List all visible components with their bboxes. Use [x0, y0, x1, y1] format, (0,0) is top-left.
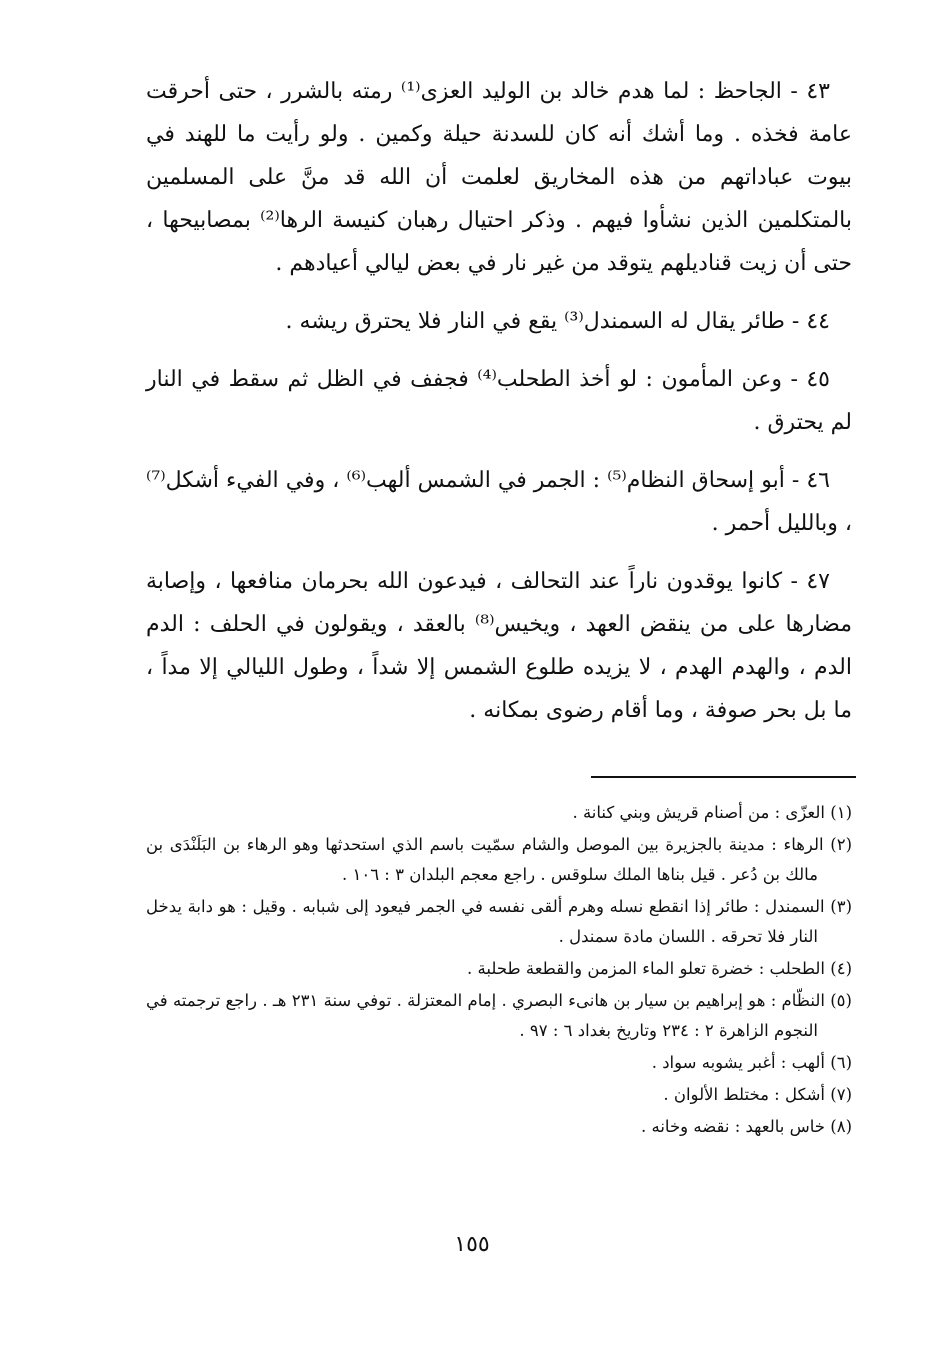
paragraph-44: ٤٤ - طائر يقال له السمندل⁽³⁾ يقع في النار فلا يحترق ريشه . [285, 309, 830, 334]
footnotes-section [146, 798, 852, 1144]
footnote-8: (٨) خاس بالعهد : نقضه وخانه . [641, 1117, 852, 1136]
footnote-3: (٣) السمندل : طائر إذا انقطع نسله وهرم ألقى نفسه في الجمر فيعود إلى شبابه . وقيل : هو دابة يدخل النار فلا تحرقه . اللسان مادة سمندل . [146, 897, 852, 946]
paragraph-45: ٤٥ - وعن المأمون : لو أخذ الطحلب⁽⁴⁾ فجفف في الظل ثم سقط في النار لم يحترق . [146, 367, 852, 435]
footnote-7: (٧) أشكل : مختلط الألوان . [663, 1085, 852, 1104]
footnote-5: (٥) النظّام : هو إبراهيم بن سيار بن هانىء البصري . إمام المعتزلة . توفي سنة ٢٣١ هـ . راجع ترجمته في النجوم الزاهرة ٢ : ٢٣٤ وتاريخ بغداد ٦ : ٩٧ . [146, 991, 852, 1040]
footnote-divider [591, 776, 856, 778]
paragraph-47: ٤٧ - كانوا يوقدون ناراً عند التحالف ، فيدعون الله بحرمان منافعها ، وإصابة مضارها على من ينقض العهد ، ويخيس⁽⁸⁾ بالعقد ، ويقولون في الحلف : الدم الدم ، والهدم الهدم ، لا يزيده طلوع الشمس إلا شداً ، وطول الليالي إلا مداً ، ما بل بحر صوفة ، وما أقام رضوى بمكانه . [146, 569, 852, 723]
main-text-body [146, 70, 852, 747]
footnote-6: (٦) ألهب : أغبر يشوبه سواد . [651, 1053, 852, 1072]
page-number: ١٥٥ [454, 1232, 490, 1257]
footnote-1: (١) العزّى : من أصنام قريش وبني كنانة . [572, 803, 852, 822]
footnote-4: (٤) الطحلب : خضرة تعلو الماء المزمن والقطعة طحلبة . [467, 959, 852, 978]
footnote-2: (٢) الرهاء : مدينة بالجزيرة بين الموصل والشام سمّيت باسم الذي استحدثها وهو الرهاء بن البَلَنْدَى بن مالك بن دُعر . قيل بناها الملك سلوقس . راجع معجم البلدان ٣ : ١٠٦ . [146, 835, 852, 884]
paragraph-43: ٤٣ - الجاحظ : لما هدم خالد بن الوليد العزى⁽¹⁾ رمته بالشرر ، حتى أحرقت عامة فخذه . وما أشك أنه كان للسدنة حيلة وكمين . ولو رأيت ما للهند في بيوت عباداتهم من هذه المخاريق لعلمت أن الله قد منَّ على المسلمين بالمتكلمين الذين نشأوا فيهم . وذكر احتيال رهبان كنيسة الرها⁽²⁾ بمصابيحها ، حتى أن زيت قناديلهم يتوقد من غير نار في بعض ليالي أعيادهم . [146, 79, 852, 276]
paragraph-46: ٤٦ - أبو إسحاق النظام⁽⁵⁾ : الجمر في الشمس ألهب⁽⁶⁾ ، وفي الفيء أشكل⁽⁷⁾ ، وبالليل أحمر . [146, 468, 852, 536]
